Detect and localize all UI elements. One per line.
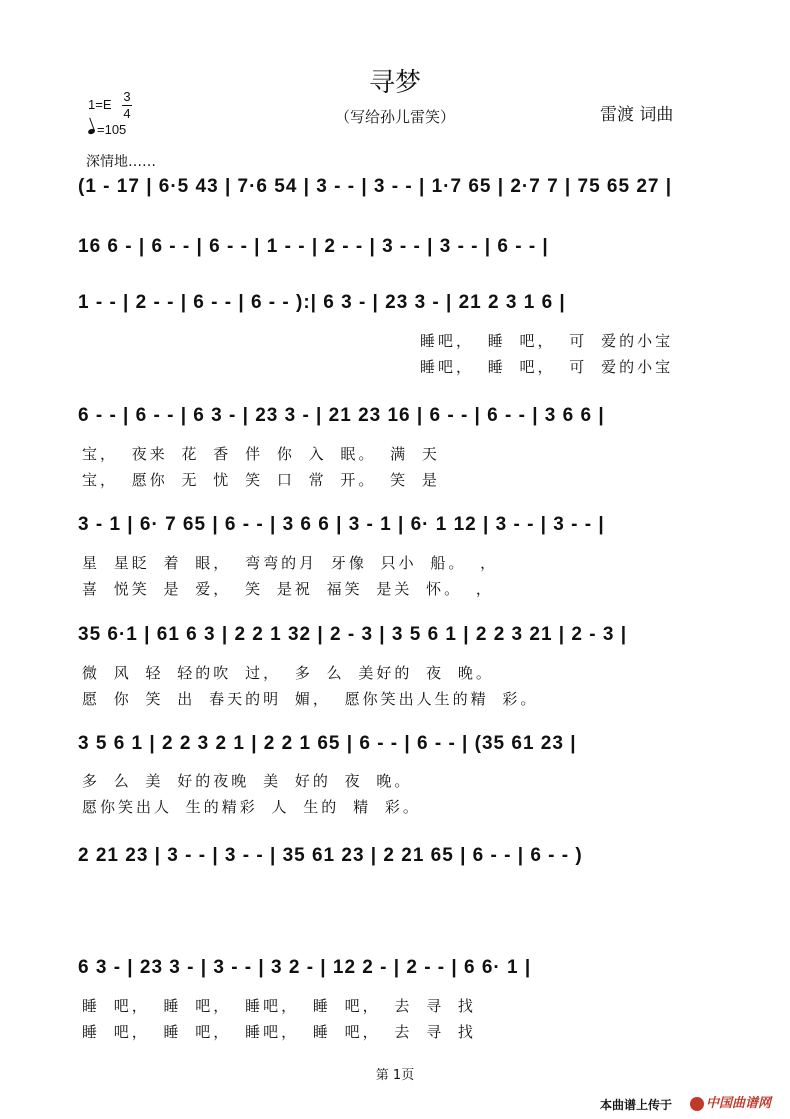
meter-top: 3 <box>123 89 131 104</box>
site-logo <box>690 1092 771 1111</box>
lyric-line-9a: 睡 吧， 睡 吧， 睡吧， 睡 吧， 去 寻 找 <box>82 997 476 1015</box>
subtitle: （写给孙儿雷笑） <box>334 108 455 126</box>
time-signature <box>122 90 132 121</box>
tempo-marking <box>88 122 126 137</box>
meter-bottom: 4 <box>123 106 131 121</box>
staff-line-3: 1 - - | 2 - - | 6 - - | 6 - - ):| 6 3 - | 23 3 - | 21 2 3 1 6 | <box>78 292 566 313</box>
logo-icon <box>690 1097 704 1111</box>
lyric-line-7b: 愿你笑出人 生的精彩 人 生的 精 彩。 <box>82 798 421 816</box>
page-number: 第 1页 <box>375 1068 415 1083</box>
key-signature: 1=E <box>88 97 112 112</box>
lyric-line-5a: 星 星眨 着 眼， 弯弯的月 牙像 只小 船。 ， <box>82 554 499 572</box>
tempo-value: =105 <box>97 122 127 137</box>
expression-marking: 深情地…… <box>86 154 156 170</box>
staff-line-7: 3 5 6 1 | 2 2 3 2 1 | 2 2 1 65 | 6 - - | 6 - - | (35 61 23 | <box>78 733 577 754</box>
staff-line-9: 6 3 - | 23 3 - | 3 - - | 3 2 - | 12 2 - | 2 - - | 6 6· 1 | <box>78 957 532 978</box>
page-title: 寻梦 <box>368 68 421 98</box>
lyric-line-4b: 宝， 愿你 无 忧 笑 口 常 开。 笑 是 <box>82 471 440 489</box>
lyric-line-4a: 宝， 夜来 花 香 伴 你 入 眠。 满 天 <box>82 445 440 463</box>
staff-line-4: 6 - - | 6 - - | 6 3 - | 23 3 - | 21 23 16 | 6 - - | 6 - - | 3 6 6 | <box>78 405 605 426</box>
lyric-line-9b: 睡 吧， 睡 吧， 睡吧， 睡 吧， 去 寻 找 <box>82 1023 476 1041</box>
staff-line-6: 35 6·1 | 61 6 3 | 2 2 1 32 | 2 - 3 | 3 5 6 1 | 2 2 3 21 | 2 - 3 | <box>78 624 628 645</box>
lyric-line-6b: 愿 你 笑 出 春天的明 媚， 愿你笑出人生的精 彩。 <box>82 690 539 708</box>
staff-line-2: 16 6 - | 6 - - | 6 - - | 1 - - | 2 - - | 3 - - | 3 - - | 6 - - | <box>78 236 549 257</box>
staff-line-8: 2 21 23 | 3 - - | 3 - - | 35 61 23 | 2 21 65 | 6 - - | 6 - - ) <box>78 845 583 866</box>
quarter-note-icon <box>87 128 95 135</box>
site-logo-text: 中国曲谱网 <box>706 1096 772 1111</box>
author-credit: 雷渡 词曲 <box>600 105 674 125</box>
lyric-line-3a: 睡吧， 睡 吧， 可 爱的小宝 <box>420 332 674 350</box>
lyric-line-6a: 微 风 轻 轻的吹 过， 多 么 美好的 夜 晚。 <box>82 664 494 682</box>
lyric-line-7a: 多 么 美 好的夜晚 美 好的 夜 晚。 <box>82 772 413 790</box>
staff-line-5: 3 - 1 | 6· 7 65 | 6 - - | 3 6 6 | 3 - 1 | 6· 1 12 | 3 - - | 3 - - | <box>78 514 605 535</box>
lyric-line-3b: 睡吧， 睡 吧， 可 爱的小宝 <box>420 358 674 376</box>
lyric-line-5b: 喜 悦笑 是 爱， 笑 是祝 福笑 是关 怀。 ， <box>82 580 494 598</box>
staff-line-1: (1 - 17 | 6·5 43 | 7·6 54 | 3 - - | 3 - - | 1·7 65 | 2·7 7 | 75 65 27 | <box>78 176 673 197</box>
upload-notice: 本曲谱上传于 <box>600 1098 673 1112</box>
